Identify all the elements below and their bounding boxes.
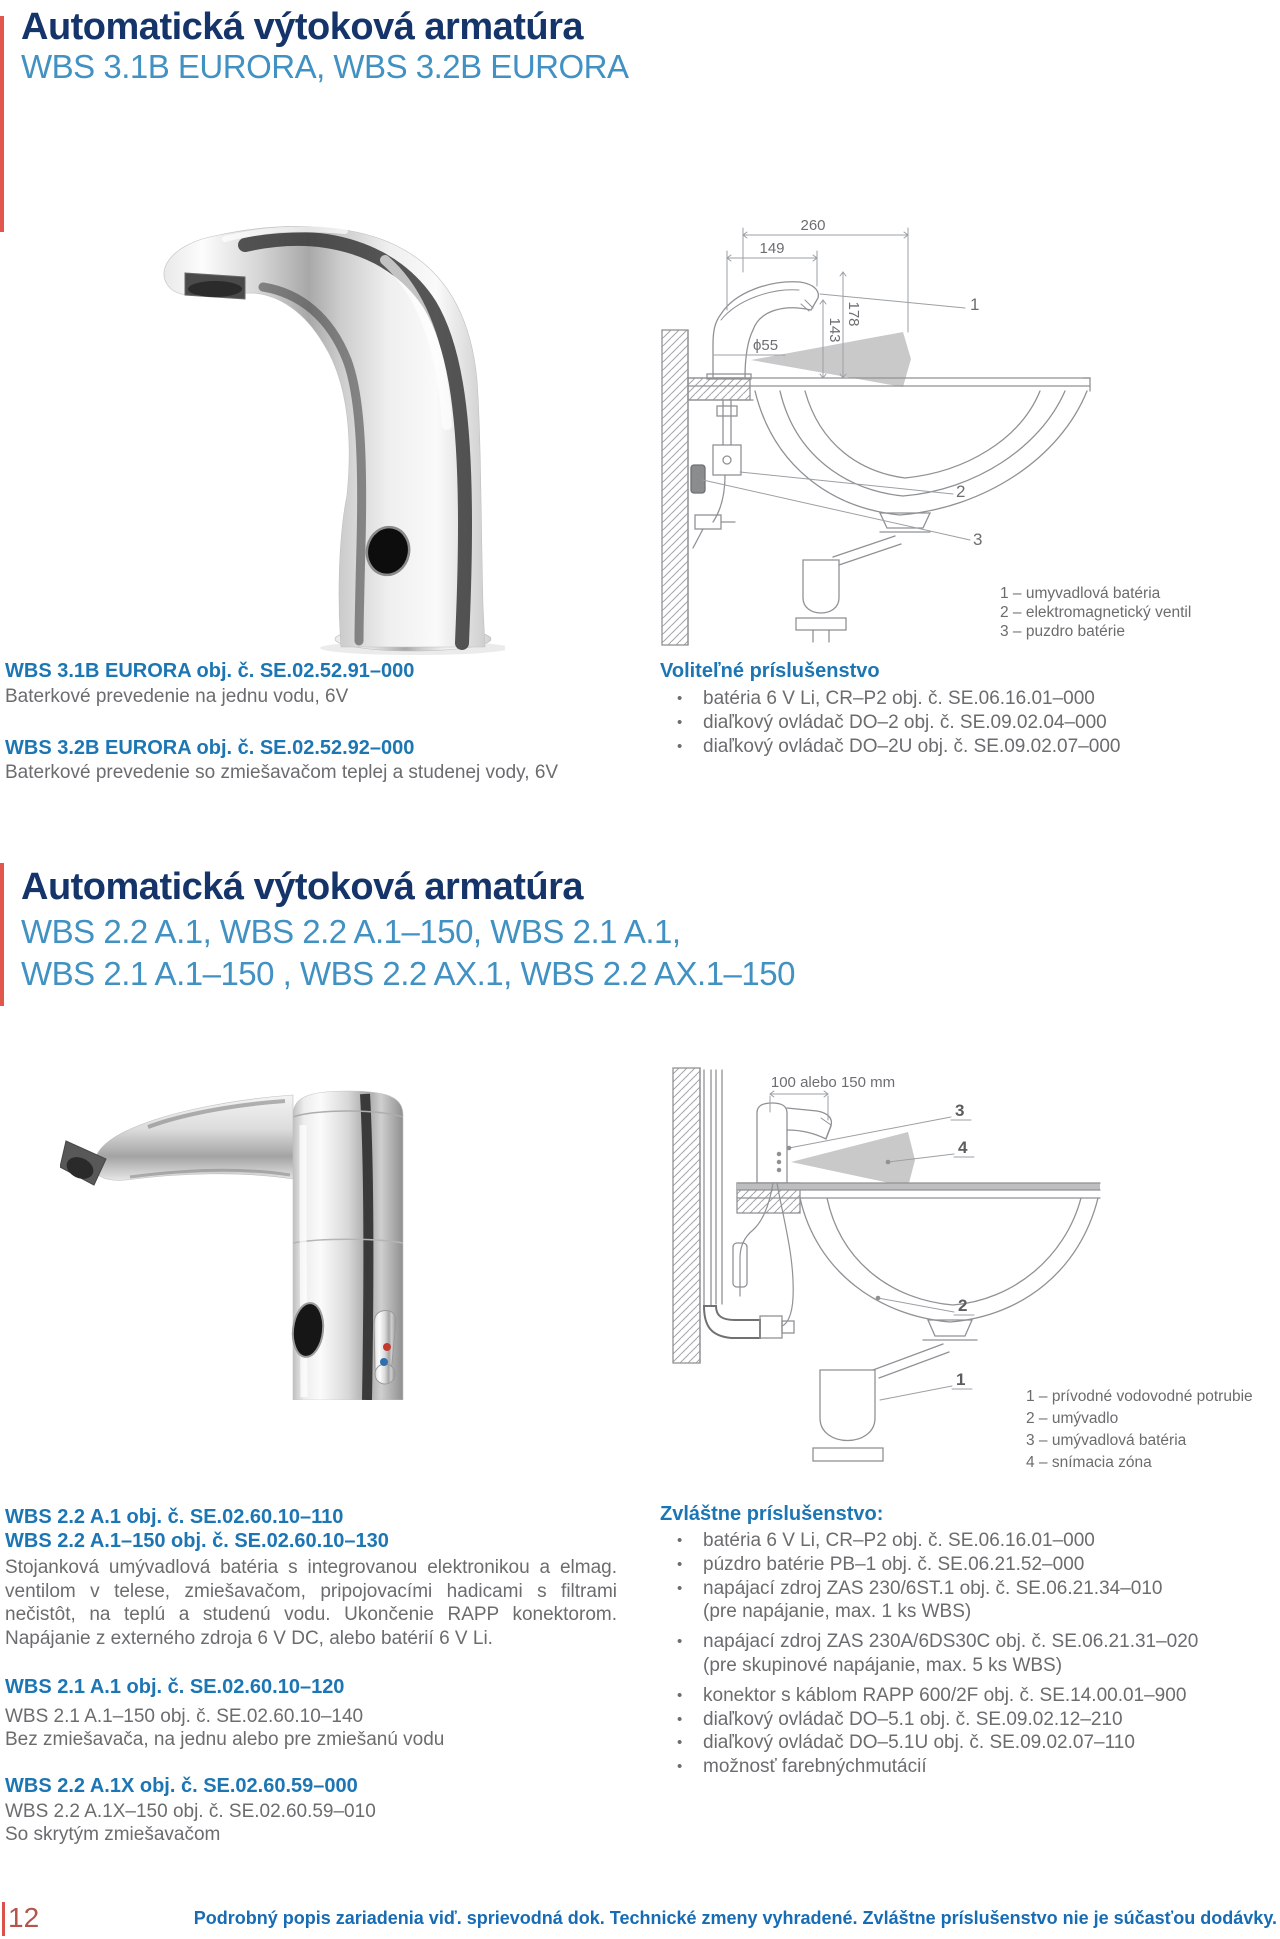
product-name-wbs32b: WBS 3.2B EURORA obj. č. SE.02.52.92–000 <box>5 737 415 759</box>
accent-bar-top <box>0 16 4 232</box>
basin-outline <box>755 391 1087 515</box>
list-item: • púzdro batérie PB–1 obj. č. SE.06.21.52–000 <box>677 1553 1085 1575</box>
faucet-photo-eurora <box>95 165 505 655</box>
drawing2-legend <box>1026 1386 1253 1474</box>
bullet-icon: • <box>677 1633 683 1651</box>
faucet-photo-wbs22 <box>60 1085 440 1400</box>
page-number: 12 <box>8 1902 40 1933</box>
legend-line: 2 – elektromagnetický ventil <box>1000 604 1192 621</box>
callout-3: 3 <box>955 1101 965 1120</box>
section2-subtitle-line2: WBS 2.1 A.1–150 , WBS 2.2 AX.1, WBS 2.2 AX.1–150 <box>21 955 795 992</box>
dim-149: 149 <box>759 240 785 257</box>
bullet-icon: • <box>677 1555 683 1573</box>
basin-outline <box>800 1198 1098 1322</box>
wall-hatch <box>673 1068 700 1363</box>
product-name-wbs21a1-150: WBS 2.1 A.1–150 obj. č. SE.02.60.10–140 <box>5 1706 364 1727</box>
list-item: • batéria 6 V Li, CR–P2 obj. č. SE.06.16.01–000 <box>677 688 1095 709</box>
callout-3: 3 <box>973 530 983 549</box>
callout-1: 1 <box>970 295 980 314</box>
section1-title: Automatická výtoková armatúra <box>21 6 584 48</box>
legend-line: 1 – prívodné vodovodné potrubie <box>1026 1388 1253 1405</box>
dim-dia55: ϕ55 <box>753 337 779 354</box>
callout-4: 4 <box>958 1138 968 1157</box>
product-name-wbs21a1: WBS 2.1 A.1 obj. č. SE.02.60.10–120 <box>5 1676 345 1698</box>
siphon-trap <box>820 1370 875 1441</box>
legend-line: 2 – umývadlo <box>1026 1410 1119 1427</box>
list-item: • diaľkový ovládač DO–2 obj. č. SE.09.02.04–000 <box>677 711 1107 733</box>
list-item: • napájací zdroj ZAS 230/6ST.1 obj. č. SE.06.21.34–010 <box>677 1577 1163 1599</box>
legend-line: 4 – snímacia zóna <box>1026 1454 1152 1471</box>
list-item: • možnosť farebnýchmutácií <box>677 1756 927 1778</box>
product-name-wbs22a1-150: WBS 2.2 A.1–150 obj. č. SE.02.60.10–130 <box>5 1530 389 1552</box>
bullet-icon: • <box>677 1710 683 1728</box>
dim-260: 260 <box>800 217 826 234</box>
product-paragraph: Stojanková umývadlová batéria s integrovanou elektronikou a elmag. ventilom v telese, zmiešavačom, pripojovacími hadicami s filtrami nečistôt, na teplú a studenú vodu. Ukončenie RAPP konektorom. Napájanie z externého zdroja 6 V DC, alebo batérií 6 V Li. <box>5 1557 617 1649</box>
section2-title: Automatická výtoková armatúra <box>21 866 584 908</box>
bullet-icon: • <box>677 1734 683 1752</box>
bullet-icon: • <box>677 1758 683 1776</box>
bullet-icon: • <box>677 1579 683 1597</box>
product-desc-wbs32b: Baterkové prevedenie so zmiešavačom teplej a studenej vody, 6V <box>5 762 559 783</box>
spout <box>94 1095 293 1180</box>
list-item: • diaľkový ovládač DO–5.1 obj. č. SE.09.02.12–210 <box>677 1708 1123 1730</box>
legend-line: 1 – umyvadlová batéria <box>1000 585 1161 602</box>
list-item: • batéria 6 V Li, CR–P2 obj. č. SE.06.16.01–000 <box>677 1530 1095 1551</box>
product-name-wbs22a1x-150: WBS 2.2 A.1X–150 obj. č. SE.02.60.59–010 <box>5 1801 376 1822</box>
battery-box <box>691 465 705 493</box>
product-desc-wbs21: Bez zmiešavača, na jednu alebo pre zmiešanú vodu <box>5 1729 445 1750</box>
cold-dot <box>380 1358 388 1366</box>
hot-dot <box>383 1343 391 1351</box>
bullet-icon: • <box>677 690 683 707</box>
sensing-cone <box>791 1132 915 1187</box>
list-item: • diaľkový ovládač DO–5.1U obj. č. SE.09.02.07–110 <box>677 1732 1135 1754</box>
legend-line: 3 – puzdro batérie <box>1000 623 1125 640</box>
bullet-icon: • <box>677 713 683 731</box>
list-item-continuation: (pre skupinové napájanie, max. 5 ks WBS) <box>703 1654 1063 1676</box>
section1-subtitle: WBS 3.1B EURORA, WBS 3.2B EURORA <box>21 48 629 85</box>
drawing1-legend <box>1000 584 1191 641</box>
product-name-wbs22a1x: WBS 2.2 A.1X obj. č. SE.02.60.59–000 <box>5 1775 358 1797</box>
section2-subtitle-line1: WBS 2.2 A.1, WBS 2.2 A.1–150, WBS 2.1 A.1, <box>21 913 681 950</box>
dim-178: 178 <box>845 301 862 327</box>
wall-hatch <box>662 330 688 645</box>
faucet-outline <box>757 1103 787 1183</box>
accessories1-heading: Voliteľné príslušenstvo <box>660 660 880 682</box>
section2-subtitle <box>21 911 795 995</box>
product-desc-wbs22a1x: So skrytým zmiešavačom <box>5 1824 221 1845</box>
mixer-lever <box>374 1310 396 1384</box>
dim-100-150: 100 alebo 150 mm <box>770 1074 896 1091</box>
dim-143: 143 <box>826 317 843 343</box>
legend-line: 3 – umývadlová batéria <box>1026 1432 1187 1449</box>
supply-elbow <box>704 1306 760 1338</box>
accessories2-heading: Zvláštne príslušenstvo: <box>660 1503 884 1525</box>
product-name-wbs31b: WBS 3.1B EURORA obj. č. SE.02.52.91–000 <box>5 660 415 682</box>
solenoid-valve <box>713 445 741 475</box>
bullet-icon: • <box>677 1532 683 1549</box>
chrome-reflection-stripe <box>365 1094 368 1400</box>
list-item: • diaľkový ovládač DO–2U obj. č. SE.09.02.07–000 <box>677 735 1121 757</box>
bullet-icon: • <box>677 737 683 755</box>
siphon-trap <box>803 560 839 613</box>
accessories1-list <box>660 687 1120 758</box>
bullet-icon: • <box>677 1686 683 1704</box>
accessories2-list <box>660 1529 1198 1779</box>
footer-accent-bar <box>2 1902 5 1936</box>
list-item: • napájací zdroj ZAS 230A/6DS30C obj. č. SE.06.21.31–020 <box>677 1631 1199 1653</box>
footer-note: Podrobný popis zariadenia viď. sprievodná dok. Technické zmeny vyhradené. Zvláštne príslušenstvo nie je súčasťou dodávky. <box>193 1908 1277 1928</box>
callout-1: 1 <box>956 1370 966 1389</box>
product-name-wbs22a1: WBS 2.2 A.1 obj. č. SE.02.60.10–110 <box>5 1506 344 1528</box>
callout-2: 2 <box>956 482 966 501</box>
callout-2: 2 <box>958 1296 968 1315</box>
list-item-continuation: (pre napájanie, max. 1 ks WBS) <box>703 1601 972 1623</box>
accent-bar-section2 <box>0 863 4 1006</box>
list-item: • konektor s káblom RAPP 600/2F obj. č. SE.14.00.01–900 <box>677 1684 1187 1706</box>
product-desc-wbs31b: Baterkové prevedenie na jednu vodu, 6V <box>5 686 349 707</box>
